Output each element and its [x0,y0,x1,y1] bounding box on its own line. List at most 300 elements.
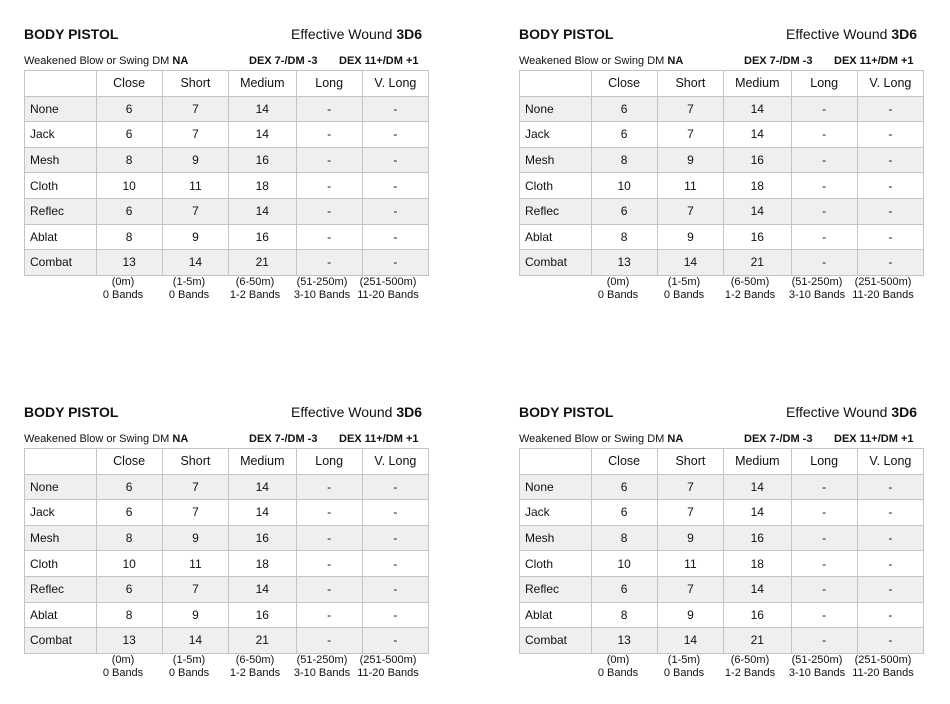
value-cell: 6 [96,96,162,122]
range-bands: 0 Bands [168,289,210,301]
range-distance: (51-250m) [791,654,843,666]
weakened-blow [519,55,683,67]
armor-type-cell: Ablat [520,224,592,250]
value-cell: 14 [162,628,228,654]
range-distance: (6-50m) [235,654,275,666]
range-bands: 1-2 Bands [724,289,776,301]
value-cell: - [857,602,923,628]
column-header: Long [791,71,857,97]
range-bands: 3-10 Bands [293,667,351,679]
column-header: Close [96,449,162,475]
value-cell: - [791,576,857,602]
value-cell: 14 [229,96,297,122]
value-cell: 6 [591,500,657,526]
value-cell: - [791,198,857,224]
value-cell: - [362,551,428,577]
value-cell: 14 [657,250,723,276]
blow-label: Weakened Blow or Swing DM [519,433,665,445]
column-header: Medium [229,71,297,97]
dex-high-modifier: DEX 11+/DM +1 [834,433,914,445]
modifiers-row [24,55,424,69]
armor-range-table [519,70,924,276]
value-cell: 6 [591,198,657,224]
value-cell: 16 [229,147,297,173]
value-cell: 14 [724,500,792,526]
range-distance: (251-500m) [359,276,417,288]
value-cell: 18 [229,551,297,577]
value-cell: 18 [724,173,792,199]
table-row [520,474,924,500]
table-header-row [520,71,924,97]
value-cell: 6 [96,500,162,526]
range-distance: (51-250m) [296,654,348,666]
range-bands: 11-20 Bands [357,289,419,301]
weakened-blow [24,55,188,67]
range-bands: 0 Bands [663,289,705,301]
value-cell: 7 [162,96,228,122]
value-cell: 13 [591,628,657,654]
table-row [25,500,429,526]
armor-type-cell: Ablat [25,224,97,250]
value-cell: - [296,250,362,276]
effective-wound [786,404,917,420]
armor-type-cell: Mesh [25,525,97,551]
column-header: Long [296,449,362,475]
value-cell: - [362,602,428,628]
value-cell: - [296,173,362,199]
value-cell: 6 [96,474,162,500]
range-distance: (0m) [111,654,135,666]
wound-label: Effective Wound [785,26,888,42]
value-cell: - [791,500,857,526]
value-cell: 7 [657,198,723,224]
value-cell: 9 [162,525,228,551]
range-bands: 3-10 Bands [293,289,351,301]
table-row [520,198,924,224]
value-cell: 11 [657,173,723,199]
table-row [520,224,924,250]
value-cell: 9 [657,525,723,551]
armor-type-cell: Mesh [25,147,97,173]
range-cell [782,276,852,302]
value-cell: 6 [591,576,657,602]
column-header: V. Long [362,449,428,475]
table-row [25,628,429,654]
table-row [25,576,429,602]
table-row [520,628,924,654]
value-cell: 8 [591,147,657,173]
weapon-name: BODY PISTOL [24,404,119,420]
value-cell: - [296,147,362,173]
range-distance: (251-500m) [359,654,417,666]
range-cell [88,654,158,680]
range-distance: (51-250m) [791,276,843,288]
value-cell: 21 [724,250,792,276]
value-cell: 13 [96,250,162,276]
weapon-name: BODY PISTOL [519,404,614,420]
range-cell [715,654,785,680]
value-cell: - [296,602,362,628]
table-row [25,224,429,250]
wound-value: 3D6 [891,404,917,420]
armor-type-cell: Jack [25,500,97,526]
value-cell: - [857,173,923,199]
armor-type-cell: Jack [520,500,592,526]
value-cell: 14 [229,122,297,148]
value-cell: - [791,122,857,148]
column-header: Short [162,71,228,97]
table-row [520,602,924,628]
dex-low-modifier: DEX 7-/DM -3 [744,55,813,67]
value-cell: 14 [724,576,792,602]
column-header: Close [96,71,162,97]
value-cell: - [362,147,428,173]
column-header: Short [657,449,723,475]
column-header [520,449,592,475]
value-cell: - [857,250,923,276]
armor-type-cell: Jack [25,122,97,148]
wound-value: 3D6 [891,26,917,42]
value-cell: - [857,224,923,250]
value-cell: 7 [657,122,723,148]
wound-value: 3D6 [396,404,422,420]
table-row [520,551,924,577]
weapon-card [519,26,924,316]
value-cell: 6 [96,198,162,224]
value-cell: - [362,500,428,526]
range-bands: 3-10 Bands [788,667,846,679]
value-cell: 8 [591,602,657,628]
range-cell [715,276,785,302]
value-cell: - [791,474,857,500]
range-bands: 11-20 Bands [852,667,914,679]
table-row [520,122,924,148]
table-row [25,96,429,122]
armor-type-cell: None [520,474,592,500]
armor-type-cell: Cloth [25,173,97,199]
value-cell: - [362,173,428,199]
value-cell: 7 [162,198,228,224]
value-cell: 14 [724,198,792,224]
modifiers-row [24,433,424,447]
range-cell [220,654,290,680]
column-header [25,71,97,97]
range-distance: (1-5m) [667,276,701,288]
range-cell [848,654,918,680]
card-header [519,404,919,424]
range-distance: (1-5m) [667,654,701,666]
value-cell: - [296,96,362,122]
value-cell: 8 [96,525,162,551]
wound-value: 3D6 [396,26,422,42]
range-bands: 0 Bands [597,667,639,679]
effective-wound [786,26,917,42]
armor-type-cell: Jack [520,122,592,148]
value-cell: 7 [657,576,723,602]
value-cell: 21 [229,628,297,654]
value-cell: 9 [657,224,723,250]
range-footer [585,654,925,682]
range-cell [649,276,719,302]
range-bands: 0 Bands [663,667,705,679]
column-header: V. Long [362,71,428,97]
card-header [24,26,424,46]
range-cell [154,276,224,302]
range-distance: (0m) [606,276,630,288]
value-cell: 16 [724,224,792,250]
value-cell: 16 [229,525,297,551]
table-row [25,173,429,199]
table-row [520,147,924,173]
armor-type-cell: Combat [25,250,97,276]
card-header [24,404,424,424]
value-cell: 10 [96,551,162,577]
value-cell: - [362,250,428,276]
column-header: V. Long [857,71,923,97]
value-cell: - [296,525,362,551]
value-cell: - [296,500,362,526]
value-cell: 16 [229,224,297,250]
value-cell: 14 [229,576,297,602]
value-cell: 7 [162,576,228,602]
value-cell: 16 [724,602,792,628]
armor-type-cell: Combat [520,250,592,276]
weapon-card [24,404,429,694]
value-cell: 21 [229,250,297,276]
value-cell: 14 [724,474,792,500]
range-bands: 11-20 Bands [852,289,914,301]
range-bands: 0 Bands [168,667,210,679]
blow-value: NA [667,55,684,67]
value-cell: 11 [162,551,228,577]
effective-wound [291,404,422,420]
value-cell: 8 [96,147,162,173]
armor-type-cell: Ablat [25,602,97,628]
value-cell: - [857,628,923,654]
value-cell: 18 [229,173,297,199]
value-cell: - [791,551,857,577]
column-header [25,449,97,475]
range-bands: 1-2 Bands [229,667,281,679]
blow-value: NA [172,433,189,445]
modifiers-row [519,433,919,447]
wound-label: Effective Wound [290,404,393,420]
column-header: Long [791,449,857,475]
value-cell: 14 [724,122,792,148]
table-row [25,551,429,577]
value-cell: 9 [657,602,723,628]
value-cell: - [362,525,428,551]
value-cell: 11 [657,551,723,577]
value-cell: 8 [591,525,657,551]
range-cell [353,654,423,680]
armor-type-cell: Reflec [520,576,592,602]
range-cell [583,276,653,302]
modifiers-row [519,55,919,69]
dex-high-modifier: DEX 11+/DM +1 [834,55,914,67]
range-cell [287,276,357,302]
value-cell: 16 [724,525,792,551]
value-cell: - [362,122,428,148]
table-row [520,173,924,199]
value-cell: 10 [591,173,657,199]
blow-label: Weakened Blow or Swing DM [24,433,170,445]
value-cell: - [296,551,362,577]
armor-type-cell: Mesh [520,147,592,173]
dex-low-modifier: DEX 7-/DM -3 [249,55,318,67]
weapon-card [519,404,924,694]
dex-low-modifier: DEX 7-/DM -3 [744,433,813,445]
value-cell: - [857,198,923,224]
value-cell: 16 [724,147,792,173]
value-cell: - [296,576,362,602]
range-distance: (0m) [111,276,135,288]
range-cell [583,654,653,680]
value-cell: 7 [162,122,228,148]
column-header [520,71,592,97]
range-distance: (6-50m) [235,276,275,288]
value-cell: - [296,122,362,148]
column-header: Short [657,71,723,97]
table-header-row [520,449,924,475]
value-cell: - [791,525,857,551]
table-row [25,250,429,276]
weapon-name: BODY PISTOL [24,26,119,42]
value-cell: 21 [724,628,792,654]
value-cell: 7 [657,500,723,526]
table-row [520,525,924,551]
value-cell: - [362,628,428,654]
range-distance: (251-500m) [854,654,912,666]
range-bands: 0 Bands [102,667,144,679]
value-cell: 14 [229,500,297,526]
value-cell: 8 [96,602,162,628]
range-footer [90,276,430,304]
value-cell: - [791,628,857,654]
value-cell: - [296,474,362,500]
value-cell: 7 [162,474,228,500]
armor-range-table [519,448,924,654]
armor-type-cell: None [520,96,592,122]
range-bands: 11-20 Bands [357,667,419,679]
column-header: Close [591,71,657,97]
table-row [25,525,429,551]
armor-type-cell: Reflec [520,198,592,224]
range-bands: 0 Bands [597,289,639,301]
dex-low-modifier: DEX 7-/DM -3 [249,433,318,445]
value-cell: - [791,96,857,122]
weakened-blow [24,433,188,445]
range-distance: (6-50m) [730,654,770,666]
range-distance: (251-500m) [854,276,912,288]
armor-type-cell: Combat [520,628,592,654]
armor-type-cell: Combat [25,628,97,654]
blow-label: Weakened Blow or Swing DM [24,55,170,67]
table-row [520,500,924,526]
value-cell: 6 [591,122,657,148]
table-header-row [25,71,429,97]
effective-wound [291,26,422,42]
armor-type-cell: Ablat [520,602,592,628]
card-header [519,26,919,46]
value-cell: - [791,224,857,250]
range-distance: (0m) [606,654,630,666]
value-cell: 6 [591,474,657,500]
value-cell: 13 [591,250,657,276]
blow-value: NA [667,433,684,445]
value-cell: - [362,474,428,500]
weapon-name: BODY PISTOL [519,26,614,42]
value-cell: - [362,96,428,122]
value-cell: - [791,147,857,173]
value-cell: - [791,173,857,199]
range-bands: 1-2 Bands [724,667,776,679]
value-cell: 13 [96,628,162,654]
blow-value: NA [172,55,189,67]
armor-type-cell: Cloth [25,551,97,577]
value-cell: - [857,122,923,148]
value-cell: - [362,224,428,250]
value-cell: - [857,147,923,173]
wound-label: Effective Wound [785,404,888,420]
value-cell: 9 [162,147,228,173]
column-header: Close [591,449,657,475]
table-row [520,250,924,276]
column-header: Medium [229,449,297,475]
table-row [25,474,429,500]
armor-range-table [24,448,429,654]
range-cell [848,276,918,302]
range-footer [90,654,430,682]
armor-type-cell: Reflec [25,576,97,602]
range-cell [88,276,158,302]
table-header-row [25,449,429,475]
value-cell: - [296,224,362,250]
range-bands: 1-2 Bands [229,289,281,301]
weakened-blow [519,433,683,445]
value-cell: - [857,96,923,122]
range-cell [287,654,357,680]
value-cell: 7 [162,500,228,526]
dex-high-modifier: DEX 11+/DM +1 [339,55,419,67]
dex-high-modifier: DEX 11+/DM +1 [339,433,419,445]
armor-type-cell: None [25,96,97,122]
value-cell: 14 [724,96,792,122]
value-cell: - [857,551,923,577]
column-header: Short [162,449,228,475]
value-cell: 18 [724,551,792,577]
table-row [520,96,924,122]
range-distance: (1-5m) [172,654,206,666]
value-cell: - [857,474,923,500]
value-cell: 14 [229,474,297,500]
table-row [25,122,429,148]
value-cell: 14 [657,628,723,654]
value-cell: 14 [162,250,228,276]
blow-label: Weakened Blow or Swing DM [519,55,665,67]
range-bands: 0 Bands [102,289,144,301]
armor-type-cell: Mesh [520,525,592,551]
range-cell [782,654,852,680]
range-distance: (6-50m) [730,276,770,288]
value-cell: 6 [96,122,162,148]
armor-type-cell: Cloth [520,173,592,199]
value-cell: - [857,525,923,551]
table-row [25,602,429,628]
armor-range-table [24,70,429,276]
range-bands: 3-10 Bands [788,289,846,301]
value-cell: - [362,198,428,224]
